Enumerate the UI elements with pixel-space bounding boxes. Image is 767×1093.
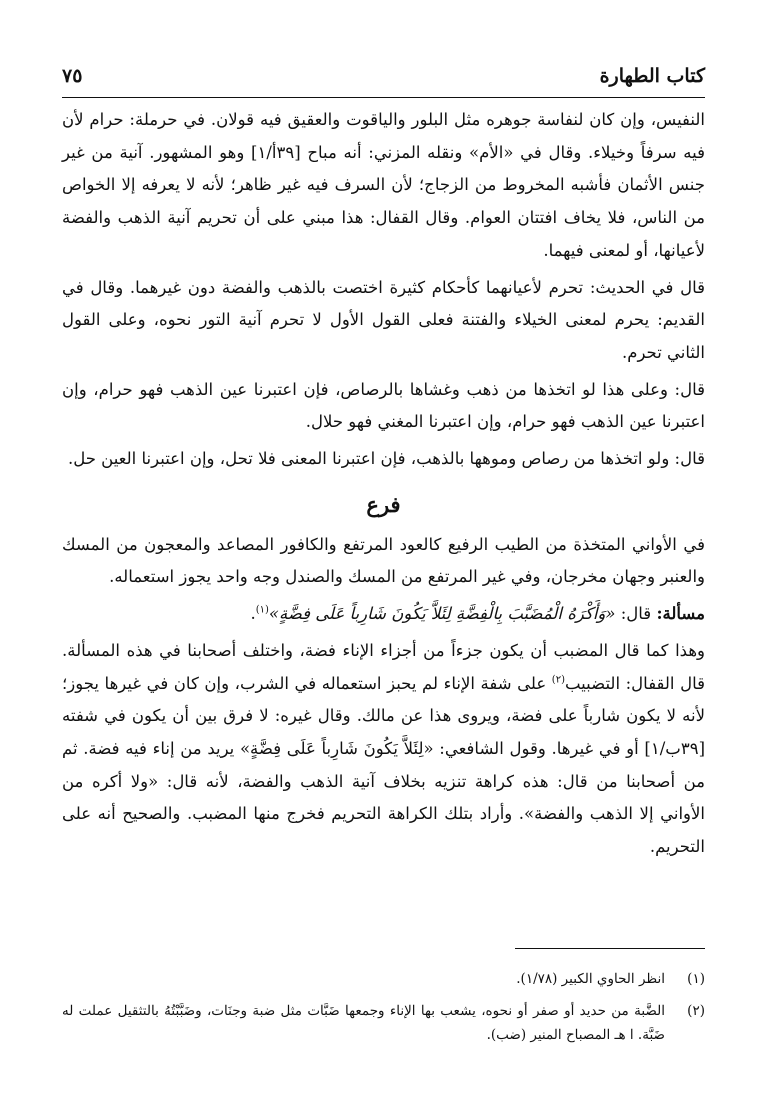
section-intro: في الأواني المتخذة من الطيب الرفيع كالعود المرتفع والكافور المصاعد والمعجون من المسك والعنبر وجهان مخرجان، وفي غير المرتفع من المسك والصندل وجه واحد يجوز استعماله. — [62, 534, 705, 587]
masala-qal: قال: — [620, 604, 652, 624]
footnote-text: الضَّبة من حديد أو صفر أو نحوه، يشعب بها الإناء وجمعها ضَبَّات مثل ضبة وجنَات، وضَبَّبْتُهُ بالتثقيل عملت له ضَبَّة. ا هـ المصباح المنير (ضب). — [62, 1003, 665, 1043]
footnote-item — [62, 967, 705, 991]
footnote-number: (٢) — [687, 1003, 705, 1019]
footnotes — [62, 948, 705, 1055]
masala-label: مسألة: — [656, 604, 705, 624]
footnote-divider — [515, 948, 705, 949]
footnote-text: انظر الحاوي الكبير (١/٧٨). — [516, 971, 665, 987]
footnote-number: (١) — [687, 971, 705, 987]
commentary-text-b: على شفة الإناء لم يحبز استعماله في الشرب، وإن كان في غيرها يجوز؛ لأنه لا يكون شارباً على فضة، ويروى هذا عن مالك. وقال غيره: لا فرق بين أن يكون في شفته [٣٩ب/١] أو في غيرها. وقول الشافعي: «لِئَلاَّ يَكُونَ شَارِباً عَلَى فِضَّةٍ» يريد من إناء فيه فضة. ثم من أصحابنا من قال: هذه كراهة تنزيه بخلاف آنية الذهب والفضة، لأنه قال: «ولا أكره من الأواني إلا الذهب والفضة». وأراد بتلك الكراهة التحريم فخرج منها المضبب. والصحيح أنه على التحريم. — [62, 673, 705, 857]
main-text — [62, 104, 705, 868]
masala-quote: «وَأَكْرَهُ الْمُضَبَّبَ بِالْفِضَّةِ لِئَلاَّ يَكُونَ شَارِباً عَلَى فِضَّةٍ» — [268, 604, 616, 624]
footnote-ref-1[interactable]: (١) — [255, 604, 269, 616]
page-header — [62, 58, 705, 94]
page-number: ٧٥ — [62, 65, 83, 87]
paragraph-4: قال: ولو اتخذها من رصاص وموهها بالذهب، فإن اعتبرنا المعنى فلا تحل، وإن اعتبرنا العين حل. — [67, 449, 705, 469]
footnote-item — [62, 999, 705, 1047]
commentary-text-a: وهذا كما قال المضبب أن يكون جزءاً من أجزاء الإناء فضة، واختلف أصحابنا في هذه المسألة. قال القفال: التضبيب — [62, 640, 705, 693]
header-divider — [62, 97, 705, 98]
section-heading: فرع — [366, 491, 401, 517]
paragraph-2: قال في الحديث: تحرم لأعيانهما كأحكام كثيرة اختصت بالذهب والفضة دون غيرهما. وقال في القديم: يحرم لمعنى الخيلاء والفتنة فعلى القول الأول لا تحرم آنية التور نحوه، وعلى القول الثاني تحرم. — [62, 277, 705, 362]
footnote-ref-2[interactable]: (٢) — [551, 674, 565, 686]
paragraph-1: النفيس، وإن كان لنفاسة جوهره مثل البلور والياقوت والعقيق فيه قولان. في حرملة: حرام لأن فيه سرفاً وخيلاء. وقال في «الأم» ونقله المزني: أنه مباح [٣٩أ/١] وهو المشهور. آنية من غير جنس الأثمان فأشبه المخروط من الزجاج؛ لأن السرف فيه غير ظاهر؛ لأنه لا يعرفه إلا الخواص من الناس، فلا يخاف افتتان العوام. وقال القفال: هذا مبني على أن تحريم آنية الذهب والفضة لأعيانها، أو لمعنى فيهما. — [62, 110, 705, 260]
commentary-paragraph — [62, 635, 705, 864]
paragraph-3: قال: وعلى هذا لو اتخذها من ذهب وغشاها بالرصاص، فإن اعتبرنا عين الذهب فهو حرام، وإن اعتبرنا عين الذهب فهو حرام، وإن اعتبرنا المغني فهو حلال. — [62, 379, 705, 432]
masala-paragraph: مسألة: قال: «وَأَكْرَهُ الْمُضَبَّبَ بِالْفِضَّةِ لِئَلاَّ يَكُونَ شَارِباً عَلَى فِضَّةٍ»$^{(١)}$. — [250, 604, 705, 624]
book-title: كتاب الطهارة — [599, 65, 705, 87]
